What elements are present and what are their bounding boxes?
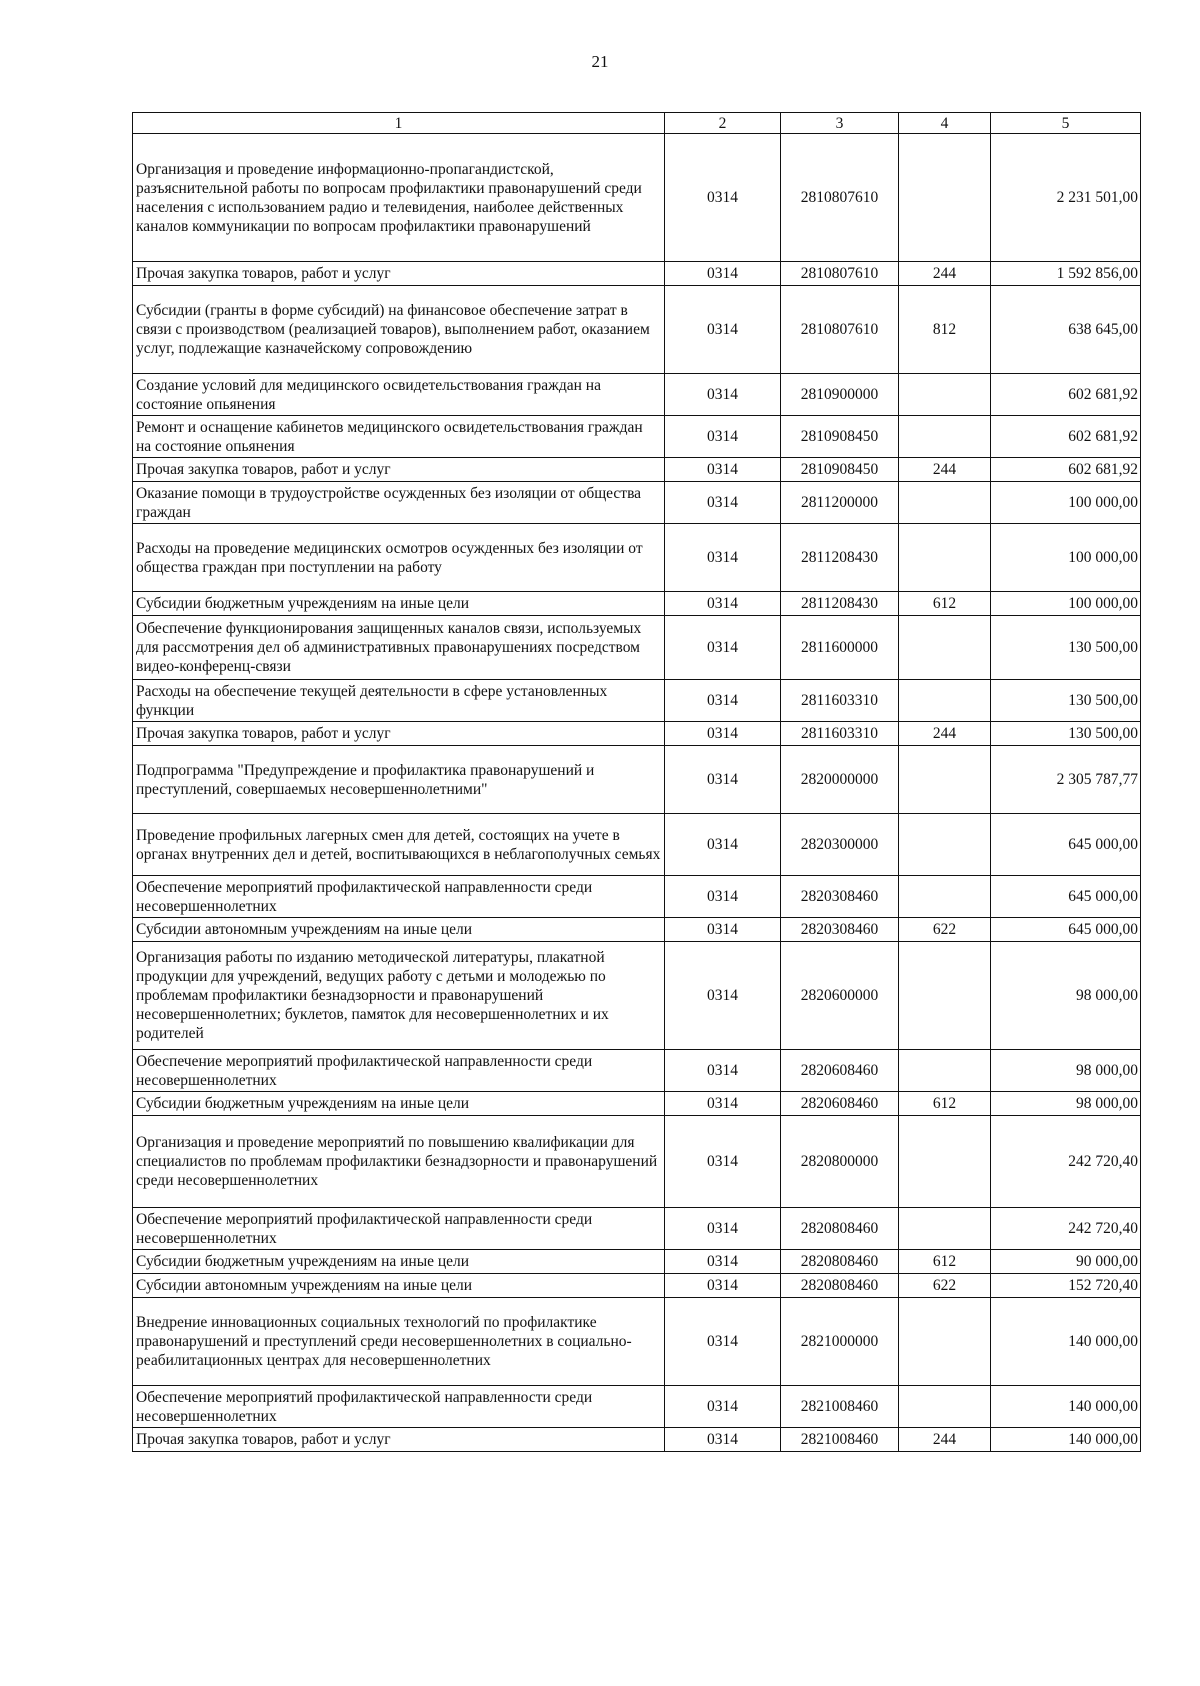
table-row xyxy=(133,1250,1141,1274)
row-section-code: 0314 xyxy=(665,1428,781,1452)
row-amount: 100 000,00 xyxy=(991,524,1141,592)
table-row xyxy=(133,1116,1141,1208)
table-row xyxy=(133,1050,1141,1092)
row-amount: 638 645,00 xyxy=(991,286,1141,374)
row-amount: 140 000,00 xyxy=(991,1298,1141,1386)
header-row xyxy=(133,113,1141,134)
row-amount: 90 000,00 xyxy=(991,1250,1141,1274)
table-row xyxy=(133,524,1141,592)
column-header-3: 3 xyxy=(781,113,899,134)
row-section-code: 0314 xyxy=(665,482,781,524)
row-target-code: 2810807610 xyxy=(781,134,899,262)
row-expense-type xyxy=(899,482,991,524)
row-target-code: 2821000000 xyxy=(781,1298,899,1386)
row-name: Субсидии бюджетным учреждениям на иные цели xyxy=(133,592,665,616)
row-section-code: 0314 xyxy=(665,458,781,482)
row-amount: 98 000,00 xyxy=(991,1092,1141,1116)
table-row xyxy=(133,918,1141,942)
row-target-code: 2820308460 xyxy=(781,876,899,918)
row-expense-type xyxy=(899,942,991,1050)
row-target-code: 2810807610 xyxy=(781,262,899,286)
row-amount: 130 500,00 xyxy=(991,680,1141,722)
row-section-code: 0314 xyxy=(665,942,781,1050)
row-name: Ремонт и оснащение кабинетов медицинского освидетельствования граждан на состояние опьянения xyxy=(133,416,665,458)
row-target-code: 2811208430 xyxy=(781,592,899,616)
row-name: Прочая закупка товаров, работ и услуг xyxy=(133,722,665,746)
table-row xyxy=(133,262,1141,286)
row-section-code: 0314 xyxy=(665,1208,781,1250)
table-row xyxy=(133,1298,1141,1386)
row-section-code: 0314 xyxy=(665,722,781,746)
row-target-code: 2820308460 xyxy=(781,918,899,942)
table-row xyxy=(133,1092,1141,1116)
row-amount: 645 000,00 xyxy=(991,814,1141,876)
table-row xyxy=(133,374,1141,416)
row-target-code: 2810908450 xyxy=(781,458,899,482)
row-target-code: 2820608460 xyxy=(781,1092,899,1116)
row-name: Организация работы по изданию методической литературы, плакатной продукции для учреждений, ведущих работу с детьми и молодежью по проблемам профилактики безнадзорности и правонарушений несовершеннолетних; буклетов, памяток для несовершеннолетних и их родителей xyxy=(133,942,665,1050)
table-row xyxy=(133,680,1141,722)
row-name: Расходы на обеспечение текущей деятельности в сфере установленных функции xyxy=(133,680,665,722)
column-header-4: 4 xyxy=(899,113,991,134)
row-name: Субсидии (гранты в форме субсидий) на финансовое обеспечение затрат в связи с производством (реализацией товаров), выполнением работ, оказанием услуг, подлежащие казначейскому сопровождению xyxy=(133,286,665,374)
row-amount: 152 720,40 xyxy=(991,1274,1141,1298)
row-amount: 98 000,00 xyxy=(991,942,1141,1050)
row-expense-type xyxy=(899,524,991,592)
row-amount: 130 500,00 xyxy=(991,722,1141,746)
table-body xyxy=(133,134,1141,1452)
row-name: Обеспечение мероприятий профилактической направленности среди несовершеннолетних xyxy=(133,1386,665,1428)
budget-table xyxy=(132,112,1141,1452)
table-row xyxy=(133,286,1141,374)
table-row xyxy=(133,1208,1141,1250)
row-target-code: 2811208430 xyxy=(781,524,899,592)
row-expense-type xyxy=(899,680,991,722)
row-section-code: 0314 xyxy=(665,1298,781,1386)
table-row xyxy=(133,616,1141,680)
row-section-code: 0314 xyxy=(665,1274,781,1298)
row-section-code: 0314 xyxy=(665,1250,781,1274)
row-amount: 242 720,40 xyxy=(991,1208,1141,1250)
row-name: Организация и проведение мероприятий по повышению квалификации для специалистов по проблемам профилактики безнадзорности и правонарушений среди несовершеннолетних xyxy=(133,1116,665,1208)
row-section-code: 0314 xyxy=(665,814,781,876)
row-amount: 645 000,00 xyxy=(991,918,1141,942)
row-amount: 2 231 501,00 xyxy=(991,134,1141,262)
row-target-code: 2821008460 xyxy=(781,1386,899,1428)
row-name: Внедрение инновационных социальных технологий по профилактике правонарушений и преступлений среди несовершеннолетних в социально-реабилитационных центрах для несовершеннолетних xyxy=(133,1298,665,1386)
row-target-code: 2820608460 xyxy=(781,1050,899,1092)
row-target-code: 2821008460 xyxy=(781,1428,899,1452)
row-expense-type xyxy=(899,876,991,918)
row-target-code: 2811603310 xyxy=(781,680,899,722)
row-name: Субсидии бюджетным учреждениям на иные цели xyxy=(133,1250,665,1274)
row-expense-type xyxy=(899,746,991,814)
table-row xyxy=(133,482,1141,524)
row-section-code: 0314 xyxy=(665,918,781,942)
row-expense-type: 244 xyxy=(899,1428,991,1452)
row-section-code: 0314 xyxy=(665,680,781,722)
row-expense-type: 612 xyxy=(899,592,991,616)
row-section-code: 0314 xyxy=(665,134,781,262)
row-amount: 242 720,40 xyxy=(991,1116,1141,1208)
row-section-code: 0314 xyxy=(665,416,781,458)
table-row xyxy=(133,942,1141,1050)
row-amount: 602 681,92 xyxy=(991,458,1141,482)
table-row xyxy=(133,416,1141,458)
row-section-code: 0314 xyxy=(665,746,781,814)
row-section-code: 0314 xyxy=(665,524,781,592)
row-target-code: 2820808460 xyxy=(781,1208,899,1250)
table-row xyxy=(133,722,1141,746)
row-section-code: 0314 xyxy=(665,286,781,374)
row-amount: 100 000,00 xyxy=(991,592,1141,616)
table-row xyxy=(133,814,1141,876)
row-amount: 1 592 856,00 xyxy=(991,262,1141,286)
row-target-code: 2820000000 xyxy=(781,746,899,814)
row-target-code: 2820300000 xyxy=(781,814,899,876)
row-target-code: 2820808460 xyxy=(781,1274,899,1298)
row-expense-type xyxy=(899,134,991,262)
row-amount: 602 681,92 xyxy=(991,416,1141,458)
row-expense-type: 244 xyxy=(899,458,991,482)
row-target-code: 2820600000 xyxy=(781,942,899,1050)
table-row xyxy=(133,876,1141,918)
row-name: Прочая закупка товаров, работ и услуг xyxy=(133,262,665,286)
column-header-2: 2 xyxy=(665,113,781,134)
row-section-code: 0314 xyxy=(665,1050,781,1092)
row-amount: 98 000,00 xyxy=(991,1050,1141,1092)
row-name: Субсидии автономным учреждениям на иные цели xyxy=(133,918,665,942)
row-amount: 140 000,00 xyxy=(991,1386,1141,1428)
table-row xyxy=(133,746,1141,814)
row-expense-type: 612 xyxy=(899,1092,991,1116)
column-header-5: 5 xyxy=(991,113,1141,134)
row-expense-type xyxy=(899,1386,991,1428)
row-section-code: 0314 xyxy=(665,1116,781,1208)
row-name: Обеспечение мероприятий профилактической направленности среди несовершеннолетних xyxy=(133,876,665,918)
row-name: Прочая закупка товаров, работ и услуг xyxy=(133,1428,665,1452)
row-expense-type xyxy=(899,616,991,680)
row-amount: 130 500,00 xyxy=(991,616,1141,680)
row-name: Проведение профильных лагерных смен для детей, состоящих на учете в органах внутренних дел и детей, воспитывающихся в неблагополучных семьях xyxy=(133,814,665,876)
row-name: Прочая закупка товаров, работ и услуг xyxy=(133,458,665,482)
row-target-code: 2810908450 xyxy=(781,416,899,458)
table-row xyxy=(133,1428,1141,1452)
row-name: Подпрограмма "Предупреждение и профилактика правонарушений и преступлений, совершаемых несовершеннолетними" xyxy=(133,746,665,814)
row-expense-type: 622 xyxy=(899,1274,991,1298)
row-target-code: 2820808460 xyxy=(781,1250,899,1274)
row-section-code: 0314 xyxy=(665,592,781,616)
row-name: Субсидии бюджетным учреждениям на иные цели xyxy=(133,1092,665,1116)
row-expense-type xyxy=(899,1050,991,1092)
row-expense-type xyxy=(899,374,991,416)
table-row xyxy=(133,134,1141,262)
row-expense-type: 244 xyxy=(899,722,991,746)
table-row xyxy=(133,1386,1141,1428)
row-section-code: 0314 xyxy=(665,262,781,286)
row-expense-type xyxy=(899,416,991,458)
row-amount: 140 000,00 xyxy=(991,1428,1141,1452)
row-amount: 100 000,00 xyxy=(991,482,1141,524)
row-expense-type: 622 xyxy=(899,918,991,942)
row-name: Расходы на проведение медицинских осмотров осужденных без изоляции от общества граждан при поступлении на работу xyxy=(133,524,665,592)
row-section-code: 0314 xyxy=(665,1386,781,1428)
row-name: Создание условий для медицинского освидетельствования граждан на состояние опьянения xyxy=(133,374,665,416)
row-target-code: 2820800000 xyxy=(781,1116,899,1208)
row-target-code: 2811600000 xyxy=(781,616,899,680)
row-target-code: 2811200000 xyxy=(781,482,899,524)
row-name: Субсидии автономным учреждениям на иные цели xyxy=(133,1274,665,1298)
row-name: Обеспечение мероприятий профилактической направленности среди несовершеннолетних xyxy=(133,1208,665,1250)
row-section-code: 0314 xyxy=(665,374,781,416)
row-section-code: 0314 xyxy=(665,1092,781,1116)
page-number: 21 xyxy=(591,52,609,71)
row-expense-type: 812 xyxy=(899,286,991,374)
row-name: Обеспечение функционирования защищенных каналов связи, используемых для рассмотрения дел об административных правонарушениях посредством видео-конференц-связи xyxy=(133,616,665,680)
row-expense-type xyxy=(899,1116,991,1208)
row-name: Обеспечение мероприятий профилактической направленности среди несовершеннолетних xyxy=(133,1050,665,1092)
row-expense-type: 244 xyxy=(899,262,991,286)
row-amount: 645 000,00 xyxy=(991,876,1141,918)
row-expense-type: 612 xyxy=(899,1250,991,1274)
column-header-1: 1 xyxy=(133,113,665,134)
row-amount: 602 681,92 xyxy=(991,374,1141,416)
row-section-code: 0314 xyxy=(665,616,781,680)
table-row xyxy=(133,592,1141,616)
row-expense-type xyxy=(899,814,991,876)
row-name: Оказание помощи в трудоустройстве осужденных без изоляции от общества граждан xyxy=(133,482,665,524)
row-name: Организация и проведение информационно-пропагандистской, разъяснительной работы по вопросам профилактики правонарушений среди населения с использованием радио и телевидения, наиболее действенных каналов коммуникации по вопросам профилактики правонарушений xyxy=(133,134,665,262)
table-row xyxy=(133,458,1141,482)
row-target-code: 2811603310 xyxy=(781,722,899,746)
table-row xyxy=(133,1274,1141,1298)
row-target-code: 2810900000 xyxy=(781,374,899,416)
row-target-code: 2810807610 xyxy=(781,286,899,374)
row-section-code: 0314 xyxy=(665,876,781,918)
row-expense-type xyxy=(899,1208,991,1250)
row-amount: 2 305 787,77 xyxy=(991,746,1141,814)
row-expense-type xyxy=(899,1298,991,1386)
